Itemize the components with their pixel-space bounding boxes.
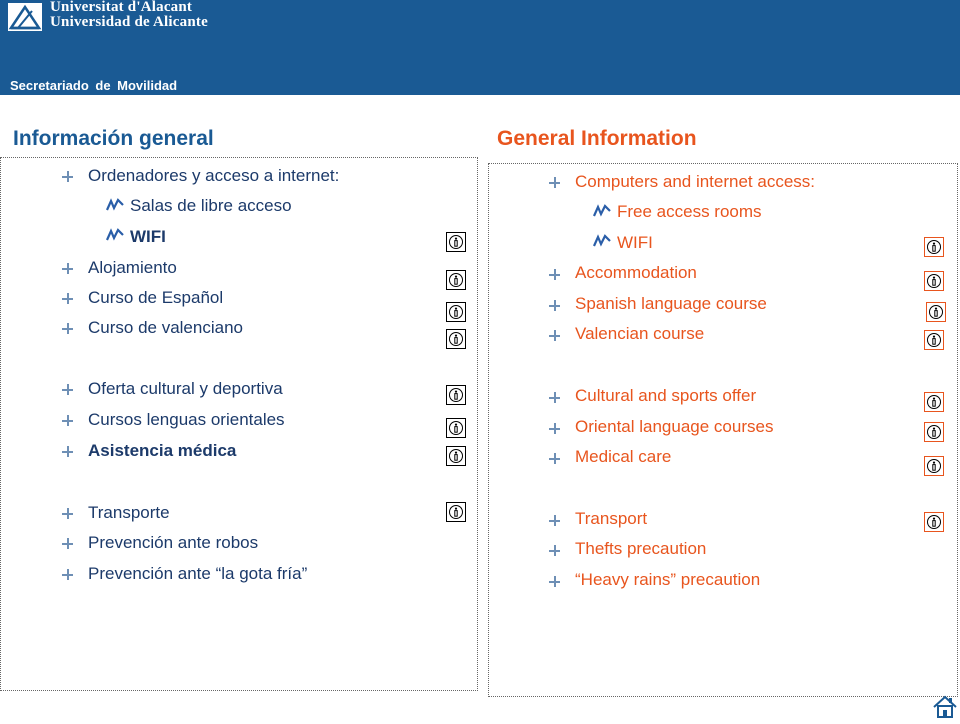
link-accommodation-en[interactable]: Accommodation <box>575 263 697 282</box>
star-bullet-icon <box>62 446 73 457</box>
link-oriental-languages[interactable]: Cursos lenguas orientales <box>88 410 285 429</box>
university-logo <box>8 3 42 31</box>
info-button-spanish-course-en[interactable] <box>926 302 946 322</box>
link-free-access-rooms-en[interactable]: Free access rooms <box>617 202 762 221</box>
link-theft-prevention[interactable]: Prevención ante robos <box>88 533 259 552</box>
star-bullet-icon <box>62 415 73 426</box>
home-button[interactable] <box>932 695 958 719</box>
info-icon <box>926 394 942 410</box>
star-bullet-icon <box>62 384 73 395</box>
info-icon <box>448 504 464 520</box>
link-wifi[interactable]: WIFI <box>130 227 166 246</box>
info-icon <box>448 331 464 347</box>
link-accommodation[interactable]: Alojamiento <box>88 258 177 277</box>
info-button-accommodation-en[interactable] <box>924 271 944 291</box>
info-button-valencian-course[interactable] <box>446 329 466 349</box>
info-icon <box>926 424 942 440</box>
link-cultural-sports-en[interactable]: Cultural and sports offer <box>575 386 757 405</box>
star-bullet-icon <box>62 538 73 549</box>
star-bullet-icon <box>549 545 560 556</box>
info-button-valencian-course-en[interactable] <box>924 330 944 350</box>
star-bullet-icon <box>549 423 560 434</box>
star-bullet-icon <box>549 392 560 403</box>
link-transport-en[interactable]: Transport <box>575 509 648 528</box>
star-bullet-icon <box>549 453 560 464</box>
info-icon <box>926 514 942 530</box>
info-button-medical-care[interactable] <box>446 446 466 466</box>
link-heavy-rain-prevention[interactable]: Prevención ante “la gota fría” <box>88 564 308 583</box>
header-banner <box>0 0 960 95</box>
info-icon <box>448 234 464 250</box>
info-button-accommodation[interactable] <box>446 270 466 290</box>
star-bullet-icon <box>549 269 560 280</box>
info-icon <box>926 273 942 289</box>
info-icon <box>448 387 464 403</box>
info-icon <box>448 448 464 464</box>
star-bullet-icon <box>549 515 560 526</box>
link-cultural-sports[interactable]: Oferta cultural y deportiva <box>88 379 283 398</box>
link-free-access-rooms[interactable]: Salas de libre acceso <box>130 196 292 215</box>
spanish-column-title: Información general <box>13 127 214 150</box>
star-bullet-icon <box>549 177 560 188</box>
english-column-title: General Information <box>497 127 697 150</box>
info-button-cultural-sports[interactable] <box>446 385 466 405</box>
link-valencian-course-en[interactable]: Valencian course <box>575 324 705 343</box>
info-button-transport[interactable] <box>446 502 466 522</box>
wave-bullet-icon <box>106 198 124 212</box>
link-heavy-rain-prevention-en[interactable]: “Heavy rains” precaution <box>575 570 761 589</box>
link-spanish-course[interactable]: Curso de Español <box>88 288 224 307</box>
star-bullet-icon <box>62 171 73 182</box>
star-bullet-icon <box>62 323 73 334</box>
info-button-transport-en[interactable] <box>924 512 944 532</box>
info-icon <box>928 304 944 320</box>
university-name-valencian: Universitat d'Alacant <box>50 0 193 15</box>
star-bullet-icon <box>62 508 73 519</box>
info-icon <box>448 420 464 436</box>
link-medical-care-en[interactable]: Medical care <box>575 447 672 466</box>
link-oriental-languages-en[interactable]: Oriental language courses <box>575 417 774 436</box>
department-name: Secretariado de Movilidad <box>10 78 178 93</box>
wave-bullet-icon <box>593 234 611 248</box>
link-computers-internet[interactable]: Ordenadores y acceso a internet: <box>88 166 340 185</box>
university-name-spanish: Universidad de Alicante <box>50 14 208 30</box>
info-button-spanish-course[interactable] <box>446 302 466 322</box>
star-bullet-icon <box>62 293 73 304</box>
link-medical-care[interactable]: Asistencia médica <box>88 441 237 460</box>
home-icon <box>932 695 958 719</box>
star-bullet-icon <box>62 263 73 274</box>
wave-bullet-icon <box>106 228 124 242</box>
link-computers-internet-en[interactable]: Computers and internet access: <box>575 172 816 191</box>
star-bullet-icon <box>549 576 560 587</box>
info-button-wifi[interactable] <box>446 232 466 252</box>
link-valencian-course[interactable]: Curso de valenciano <box>88 318 243 337</box>
link-transport[interactable]: Transporte <box>88 503 170 522</box>
info-button-oriental-languages-en[interactable] <box>924 422 944 442</box>
link-spanish-course-en[interactable]: Spanish language course <box>575 294 767 313</box>
star-bullet-icon <box>549 300 560 311</box>
info-icon <box>926 458 942 474</box>
info-icon <box>926 332 942 348</box>
wave-bullet-icon <box>593 204 611 218</box>
link-wifi-en[interactable]: WIFI <box>617 233 653 252</box>
info-button-medical-care-en[interactable] <box>924 456 944 476</box>
info-icon <box>448 272 464 288</box>
info-button-oriental-languages[interactable] <box>446 418 466 438</box>
info-icon <box>448 304 464 320</box>
info-button-wifi-en[interactable] <box>924 237 944 257</box>
star-bullet-icon <box>62 569 73 580</box>
info-button-cultural-sports-en[interactable] <box>924 392 944 412</box>
link-theft-prevention-en[interactable]: Thefts precaution <box>575 539 707 558</box>
star-bullet-icon <box>549 330 560 341</box>
info-icon <box>926 239 942 255</box>
